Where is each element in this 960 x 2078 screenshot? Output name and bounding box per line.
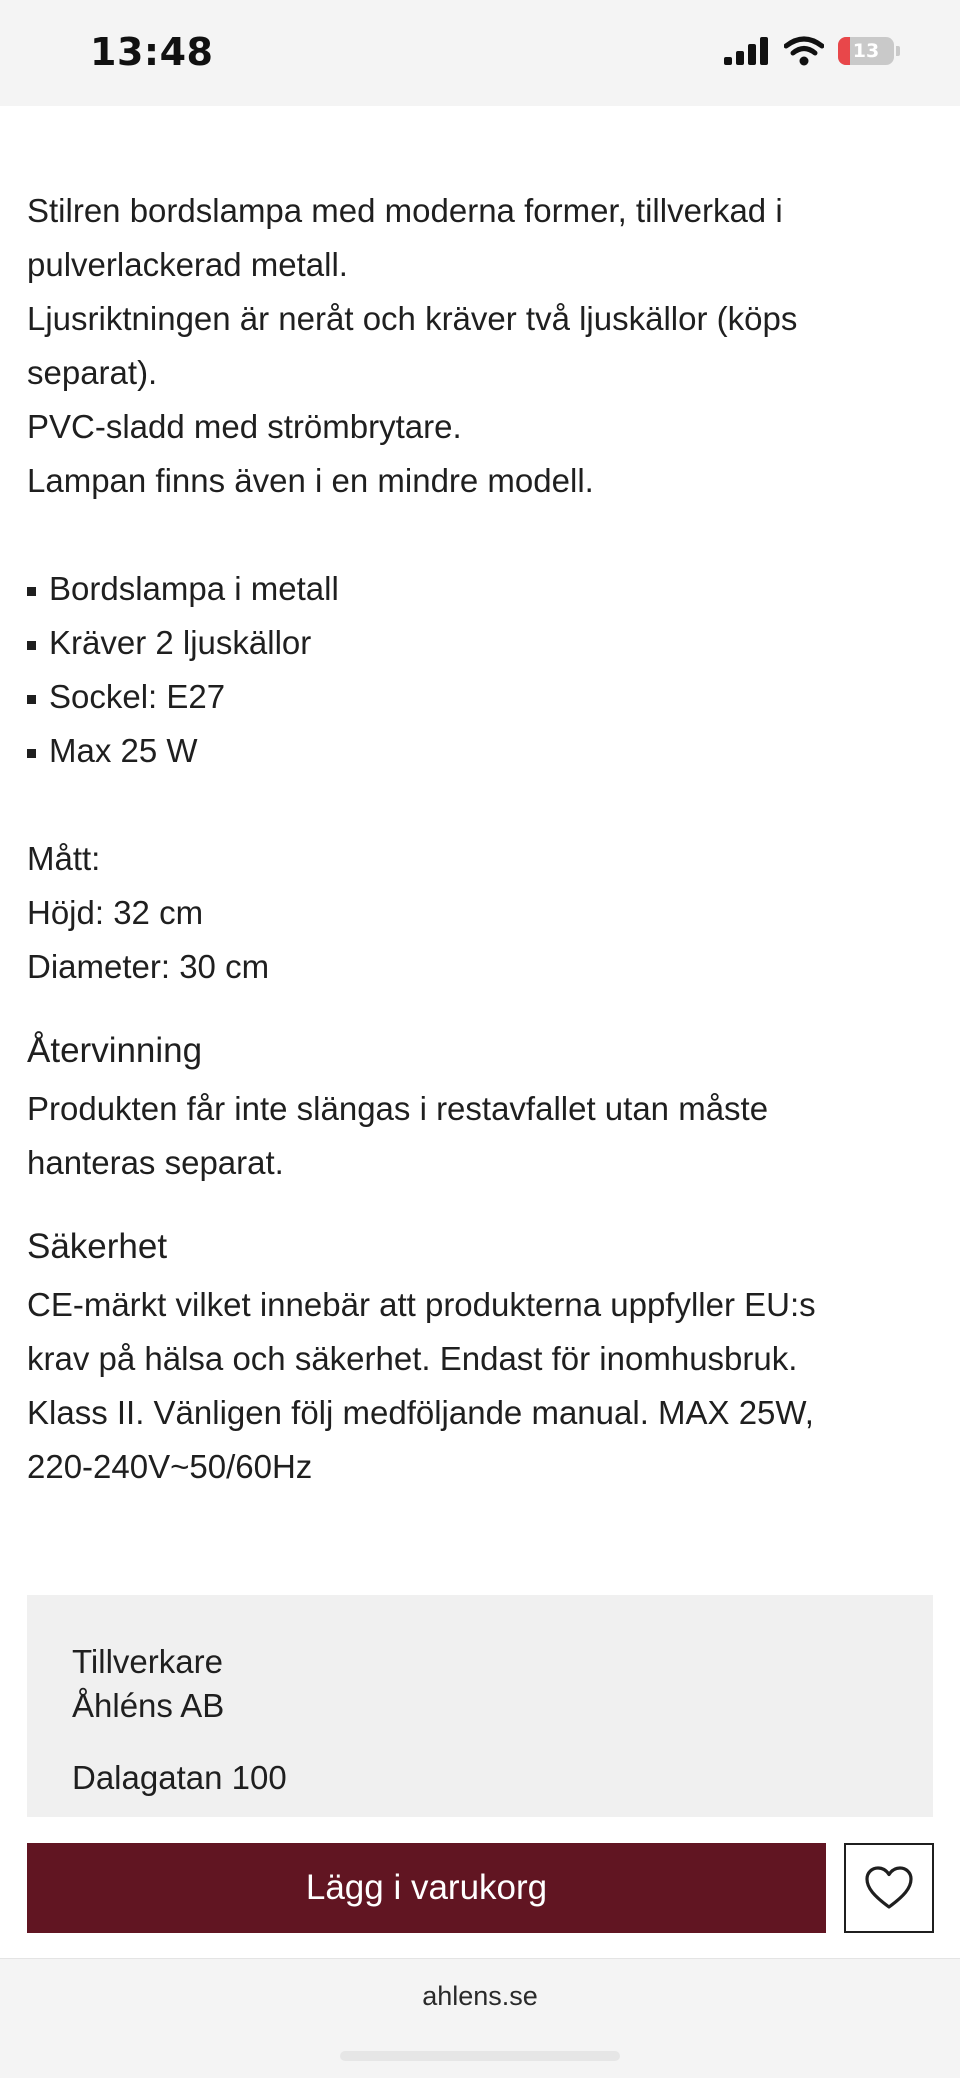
add-to-cart-button[interactable]: Lägg i varukorg xyxy=(27,1843,826,1933)
dimension-diameter: Diameter: 30 cm xyxy=(27,948,270,985)
feature-text: Kräver 2 ljuskällor xyxy=(49,624,312,661)
recycling-line: hanteras separat. xyxy=(27,1144,284,1181)
safety-line: CE-märkt vilket innebär att produkterna uppfyller EU:s xyxy=(27,1286,816,1323)
status-time: 13:48 xyxy=(90,30,214,74)
manufacturer-name: Åhléns AB xyxy=(72,1687,225,1724)
bullet-icon xyxy=(27,695,36,704)
wifi-icon xyxy=(784,36,824,66)
feature-bullet xyxy=(27,724,933,778)
feature-bullet xyxy=(27,670,933,724)
description-line: pulverlackerad metall. xyxy=(27,246,348,283)
address-bar-url[interactable]: ahlens.se xyxy=(422,1981,538,2011)
browser-bar xyxy=(0,1958,960,2078)
status-bar xyxy=(0,0,960,106)
home-indicator xyxy=(340,2051,620,2061)
safety-heading: Säkerhet xyxy=(27,1227,168,1266)
manufacturer-box xyxy=(27,1595,933,1817)
battery-cap xyxy=(896,46,900,56)
battery-level: 13 xyxy=(852,40,880,62)
feature-text: Sockel: E27 xyxy=(49,678,226,715)
feature-text: Bordslampa i metall xyxy=(49,570,339,607)
recycling-heading: Återvinning xyxy=(27,1031,203,1070)
manufacturer-label: Tillverkare xyxy=(72,1643,223,1680)
description-line: Lampan finns även i en mindre modell. xyxy=(27,462,594,499)
description-line: Ljusriktningen är neråt och kräver två ljuskällor (köps xyxy=(27,300,798,337)
status-icons xyxy=(724,36,900,66)
description-line: Stilren bordslampa med moderna former, tillverkad i xyxy=(27,192,783,229)
wishlist-button[interactable] xyxy=(844,1843,934,1933)
safety-line: krav på hälsa och säkerhet. Endast för inomhusbruk. xyxy=(27,1340,798,1377)
description-line: PVC-sladd med strömbrytare. xyxy=(27,408,462,445)
dimension-height: Höjd: 32 cm xyxy=(27,894,204,931)
safety-line: Klass II. Vänligen följ medföljande manual. MAX 25W, xyxy=(27,1394,814,1431)
safety-line: 220-240V~50/60Hz xyxy=(27,1448,313,1485)
description-line: separat). xyxy=(27,354,158,391)
cellular-signal-icon xyxy=(724,37,770,65)
bullet-icon xyxy=(27,641,36,650)
bullet-icon xyxy=(27,587,36,596)
battery-fill xyxy=(838,37,850,65)
feature-text: Max 25 W xyxy=(49,732,198,769)
dimensions-heading: Mått: xyxy=(27,840,101,877)
feature-bullet xyxy=(27,562,933,616)
feature-bullet xyxy=(27,616,933,670)
manufacturer-street: Dalagatan 100 xyxy=(72,1759,287,1796)
bullet-icon xyxy=(27,749,36,758)
recycling-line: Produkten får inte slängas i restavfallet utan måste xyxy=(27,1090,769,1127)
heart-icon xyxy=(864,1865,914,1911)
product-description xyxy=(27,184,933,1494)
battery-icon xyxy=(838,37,894,65)
